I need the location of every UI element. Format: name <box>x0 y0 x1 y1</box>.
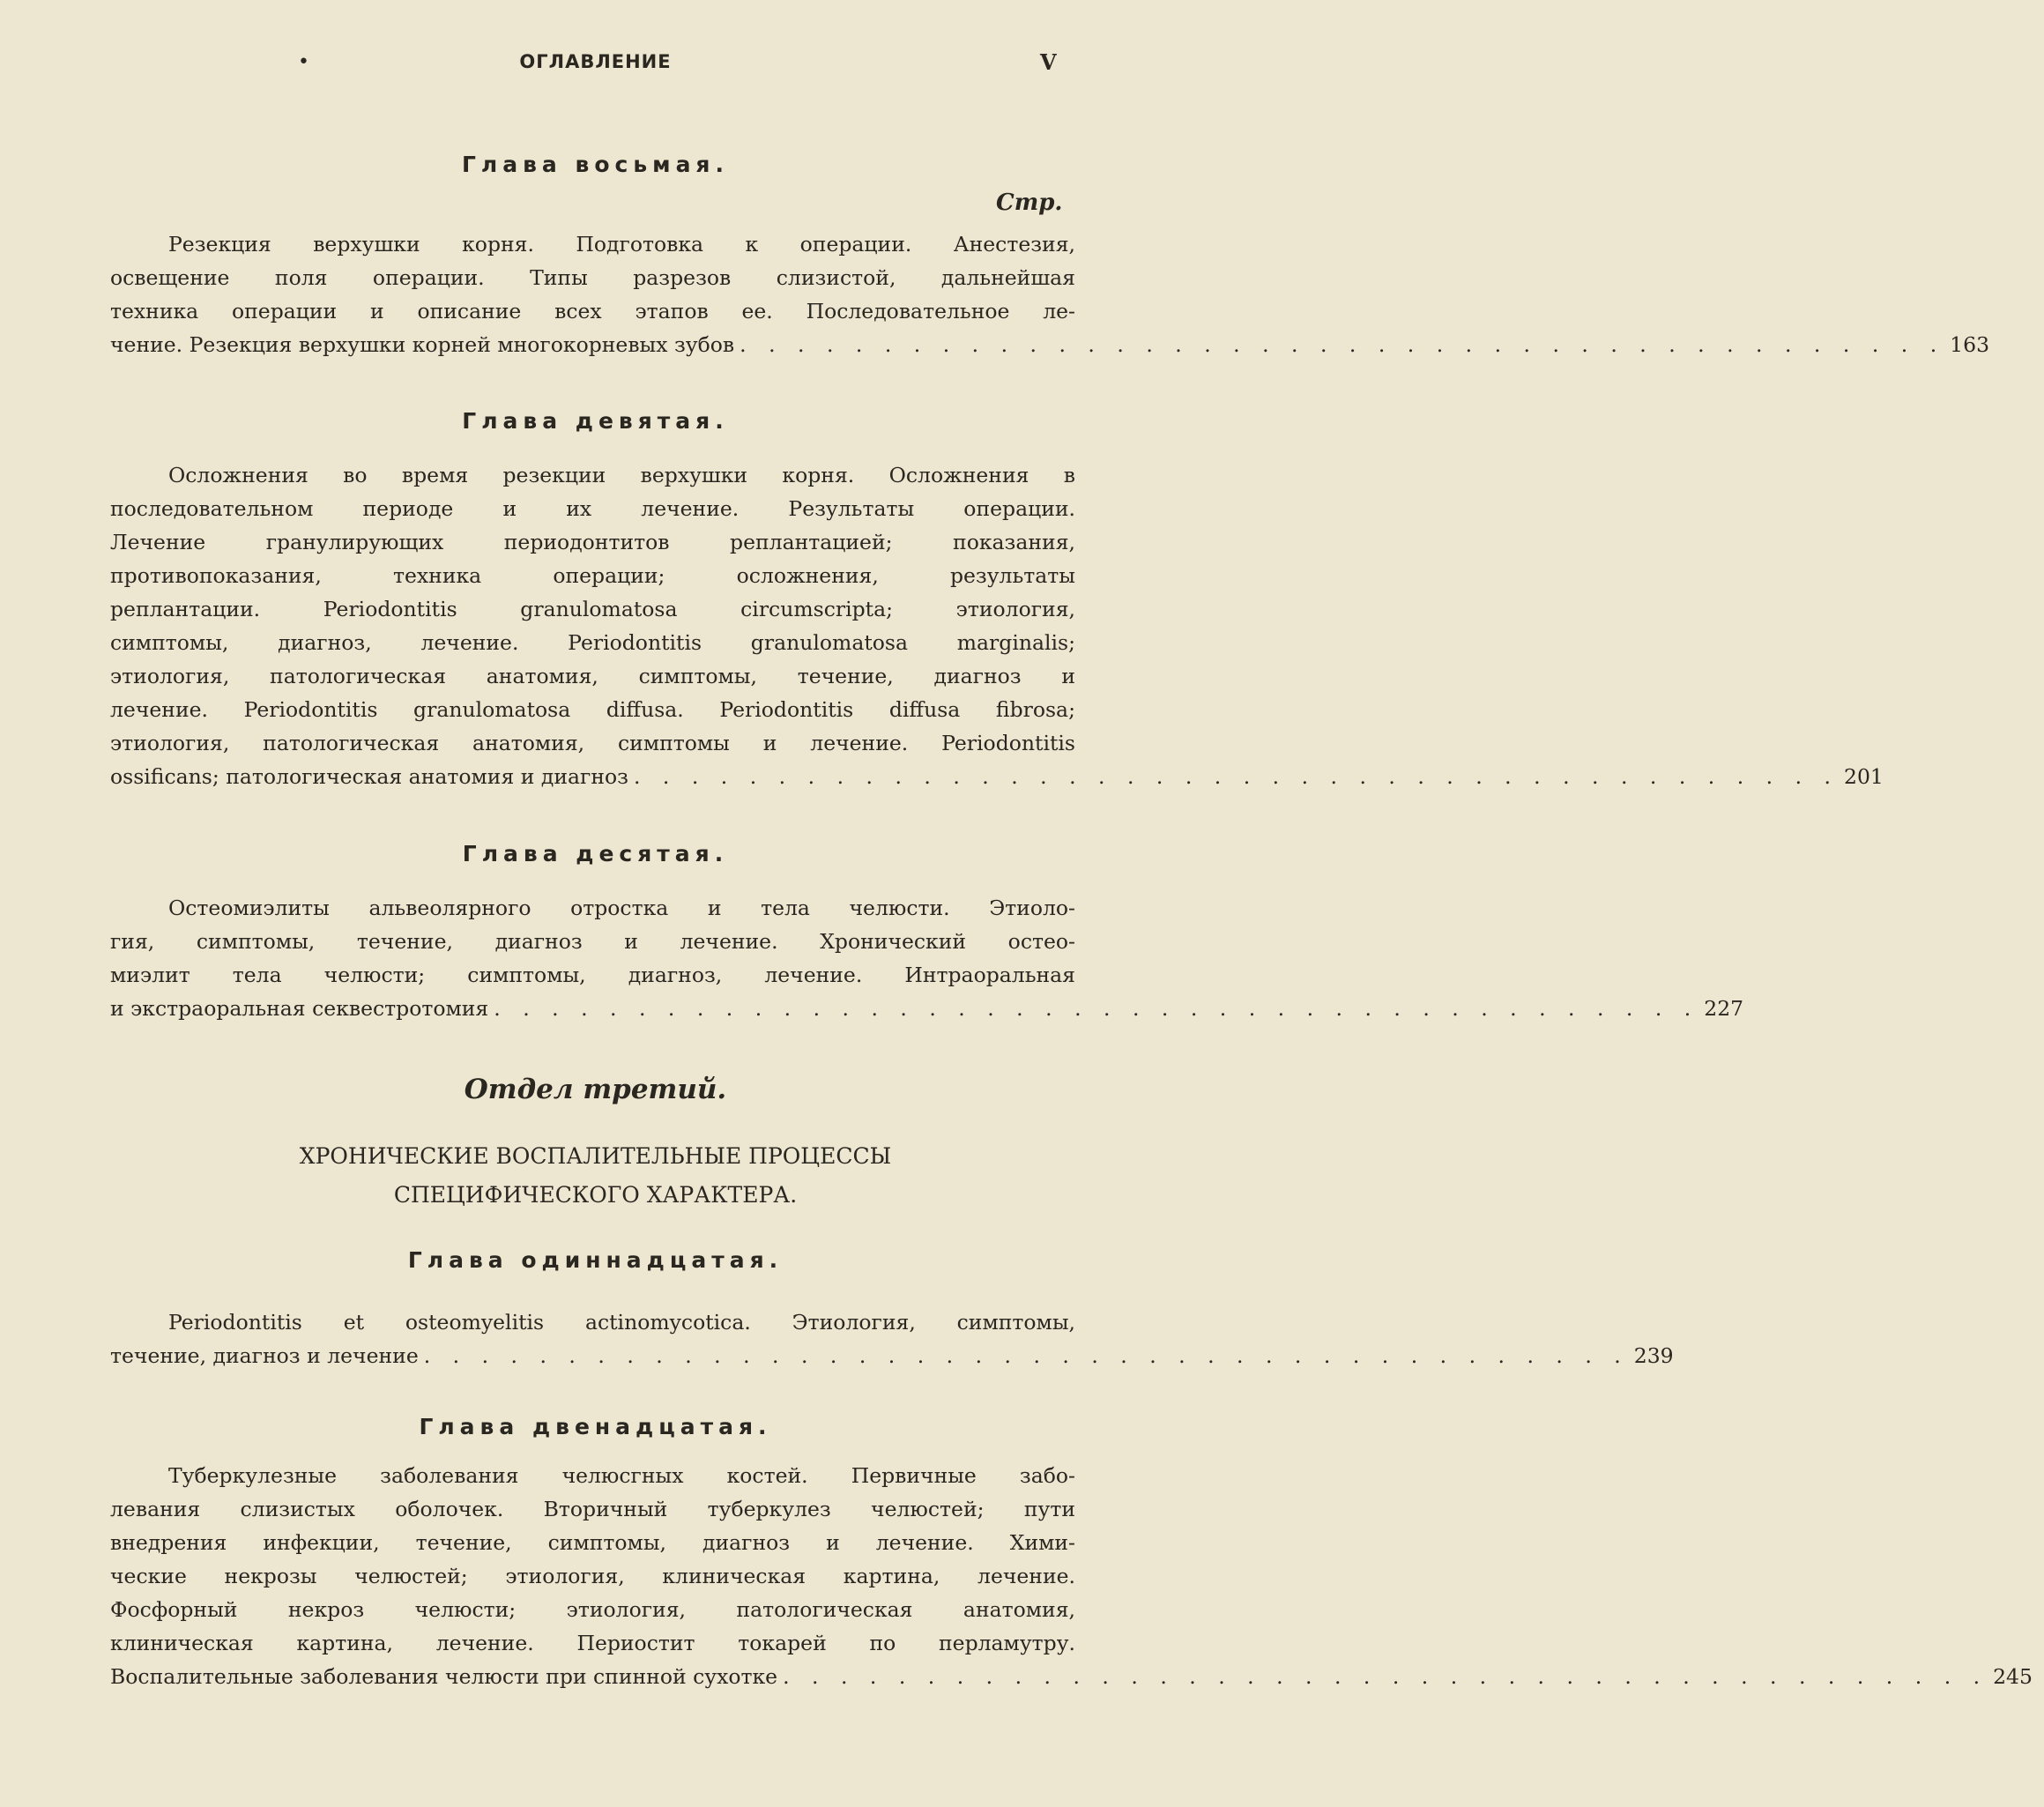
entry-line: Остеомиэлиты альвеолярного отростка и тела челюсти. Этиоло- <box>168 896 1075 920</box>
chapter-title-9: Глава девятая. <box>462 408 729 434</box>
entry-line: реплантации. Periodontitis granulomatosa circumscripta; этиология, <box>110 597 1075 621</box>
entry-last-line <box>110 1339 1674 1372</box>
entry-line: течение, диагноз и лечение <box>110 1343 419 1368</box>
entry-page-number: 239 <box>1633 1343 1674 1368</box>
toc-entry-10 <box>110 891 1744 1025</box>
section-subtitle: СПЕЦИФИЧЕСКОГО ХАРАКТЕРА. <box>393 1182 798 1208</box>
dot-leader: . . . . . . . . . . . . . . . . . . . . . . . . . . . . . . . . . . . . . . . . . . <box>740 332 1945 357</box>
entry-line: последовательном периоде и их лечение. Результаты операции. <box>110 496 1075 521</box>
entry-line: ческие некрозы челюстей; этиология, клиническая картина, лечение. <box>110 1564 1075 1588</box>
toc-entry-12 <box>110 1459 2033 1693</box>
entry-line: Туберкулезные заболевания челюсгных костей. Первичные забо- <box>168 1463 1075 1488</box>
entry-line: чение. Резекция верхушки корней многокорневых зубов <box>110 332 735 357</box>
entry-line: техника операции и описание всех этапов ее. Последовательное ле- <box>110 299 1075 323</box>
chapter-title-12: Глава двенадцатая. <box>419 1414 772 1439</box>
entry-line: Осложнения во время резекции верхушки корня. Осложнения в <box>168 463 1075 487</box>
section-subtitle: ХРОНИЧЕСКИЕ ВОСПАЛИТЕЛЬНЫЕ ПРОЦЕССЫ <box>299 1143 892 1169</box>
entry-line: клиническая картина, лечение. Периостит токарей по перламутру. <box>110 1631 1075 1655</box>
dot-leader: . . . . . . . . . . . . . . . . . . . . . . . . . . . . . . . . . . . . . . . . . . <box>783 1664 1988 1689</box>
entry-line: внедрения инфекции, течение, симптомы, диагноз и лечение. Хими- <box>110 1530 1075 1555</box>
toc-entry-8 <box>110 227 1990 361</box>
chapter-title-10: Глава десятая. <box>462 841 729 866</box>
entry-last-line <box>110 760 1884 793</box>
running-head <box>0 51 1191 78</box>
entry-page-number: 201 <box>1844 764 1884 789</box>
header-dot: • <box>298 51 309 73</box>
entry-line: Фосфорный некроз челюсти; этиология, патологическая анатомия, <box>110 1597 1075 1622</box>
entry-line: этиология, патологическая анатомия, симптомы, течение, диагноз и <box>110 664 1075 688</box>
dot-leader: . . . . . . . . . . . . . . . . . . . . . . . . . . . . . . . . . . . . . . . . . . <box>633 764 1839 789</box>
entry-page-number: 227 <box>1704 996 1744 1021</box>
entry-line: Резекция верхушки корня. Подготовка к операции. Анестезия, <box>168 232 1075 257</box>
toc-entry-9 <box>110 458 1884 793</box>
chapter-title-8: Глава восьмая. <box>462 152 729 177</box>
entry-line: миэлит тела челюсти; симптомы, диагноз, лечение. Интраоральная <box>110 963 1075 987</box>
entry-line: Воспалительные заболевания челюсти при спинной сухотке <box>110 1664 778 1689</box>
dot-leader: . . . . . . . . . . . . . . . . . . . . . . . . . . . . . . . . . . . . . . . . . . <box>423 1343 1629 1368</box>
entry-last-line <box>110 1660 2033 1693</box>
chapter-title-11: Глава одиннадцатая. <box>407 1247 784 1273</box>
entry-line: этиология, патологическая анатомия, симптомы и лечение. Periodontitis <box>110 731 1075 755</box>
section-title: Отдел третий. <box>464 1074 727 1105</box>
entry-line: лечение. Periodontitis granulomatosa diffusa. Periodontitis diffusa fibrosa; <box>110 697 1075 722</box>
entry-line: левания слизистых оболочек. Вторичный туберкулез челюстей; пути <box>110 1497 1075 1521</box>
entry-line: Periodontitis et osteomyelitis actinomycotica. Этиология, симптомы, <box>168 1310 1075 1335</box>
entry-line: симптомы, диагноз, лечение. Periodontitis granulomatosa marginalis; <box>110 630 1075 655</box>
page-column-label: Стр. <box>996 190 1063 216</box>
page-number: V <box>1040 49 1057 75</box>
entry-line: Лечение гранулирующих периодонтитов реплантацией; показания, <box>110 530 1075 554</box>
entry-line: противопоказания, техника операции; осложнения, результаты <box>110 563 1075 588</box>
entry-last-line <box>110 992 1744 1025</box>
entry-line: гия, симптомы, течение, диагноз и лечение. Хронический остео- <box>110 929 1075 954</box>
entry-line: и экстраоральная секвестротомия <box>110 996 489 1021</box>
entry-line: освещение поля операции. Типы разрезов слизистой, дальнейшая <box>110 265 1075 290</box>
toc-entry-11 <box>110 1305 1674 1372</box>
running-head-title: ОГЛАВЛЕНИЕ <box>519 51 672 72</box>
dot-leader: . . . . . . . . . . . . . . . . . . . . . . . . . . . . . . . . . . . . . . . . . . <box>494 996 1699 1021</box>
entry-page-number: 245 <box>1993 1664 2033 1689</box>
entry-page-number: 163 <box>1950 332 1990 357</box>
entry-line: ossificans; патологическая анатомия и диагноз <box>110 764 628 789</box>
entry-last-line <box>110 328 1990 361</box>
